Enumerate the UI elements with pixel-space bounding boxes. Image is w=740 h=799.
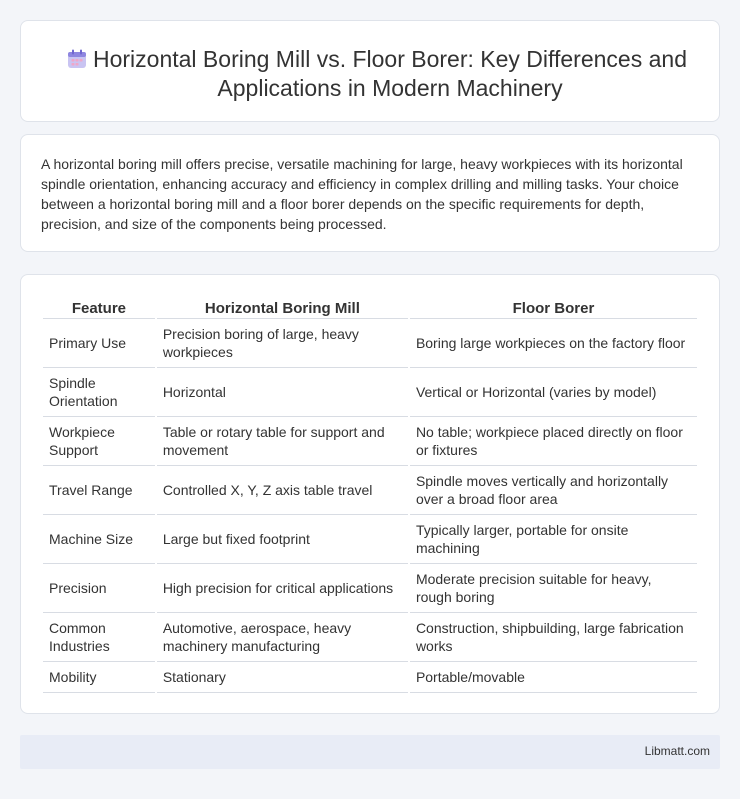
floor-borer-cell: Construction, shipbuilding, large fabrication works [410, 613, 697, 662]
floor-borer-cell: Vertical or Horizontal (varies by model) [410, 368, 697, 417]
horizontal-boring-mill-cell: Precision boring of large, heavy workpieces [157, 319, 408, 368]
floor-borer-cell: Typically larger, portable for onsite machining [410, 515, 697, 564]
table-row [43, 613, 697, 662]
horizontal-boring-mill-cell: Stationary [157, 662, 408, 693]
horizontal-boring-mill-cell: High precision for critical applications [157, 564, 408, 613]
feature-cell: Precision [43, 564, 155, 613]
table-row [43, 564, 697, 613]
feature-cell: Workpiece Support [43, 417, 155, 466]
footer-site-link[interactable]: Libmatt.com [644, 744, 710, 758]
comparison-table-card [20, 274, 720, 714]
horizontal-boring-mill-cell: Large but fixed footprint [157, 515, 408, 564]
column-header-horizontal-boring-mill: Horizontal Boring Mill [157, 295, 408, 319]
floor-borer-cell: No table; workpiece placed directly on floor or fixtures [410, 417, 697, 466]
column-header-floor-borer: Floor Borer [410, 295, 697, 319]
horizontal-boring-mill-cell: Controlled X, Y, Z axis table travel [157, 466, 408, 515]
intro-paragraph: A horizontal boring mill offers precise, versatile machining for large, heavy workpieces with its horizontal spindle orientation, enhancing accuracy and efficiency in complex drilling and milling tasks. Your choice between a horizontal boring mill and a floor borer depends on the specific requirements for depth, precision, and size of the components being processed. [41, 156, 683, 232]
feature-cell: Machine Size [43, 515, 155, 564]
table-row [43, 515, 697, 564]
title-card [20, 20, 720, 122]
horizontal-boring-mill-cell: Horizontal [157, 368, 408, 417]
feature-cell: Travel Range [43, 466, 155, 515]
table-row [43, 662, 697, 693]
feature-cell: Spindle Orientation [43, 368, 155, 417]
feature-cell: Primary Use [43, 319, 155, 368]
floor-borer-cell: Moderate precision suitable for heavy, rough boring [410, 564, 697, 613]
horizontal-boring-mill-cell: Table or rotary table for support and movement [157, 417, 408, 466]
page-title: Horizontal Boring Mill vs. Floor Borer: Key Differences and Applications in Modern Machinery [93, 46, 687, 101]
table-row [43, 417, 697, 466]
footer [20, 735, 720, 769]
table-header-row [43, 295, 697, 319]
table-row [43, 466, 697, 515]
floor-borer-cell: Portable/movable [410, 662, 697, 693]
comparison-table [41, 295, 699, 693]
floor-borer-cell: Boring large workpieces on the factory floor [410, 319, 697, 368]
intro-card [20, 134, 720, 252]
feature-cell: Common Industries [43, 613, 155, 662]
floor-borer-cell: Spindle moves vertically and horizontally over a broad floor area [410, 466, 697, 515]
column-header-feature: Feature [43, 295, 155, 319]
table-row [43, 319, 697, 368]
horizontal-boring-mill-cell: Automotive, aerospace, heavy machinery manufacturing [157, 613, 408, 662]
feature-cell: Mobility [43, 662, 155, 693]
table-row [43, 368, 697, 417]
